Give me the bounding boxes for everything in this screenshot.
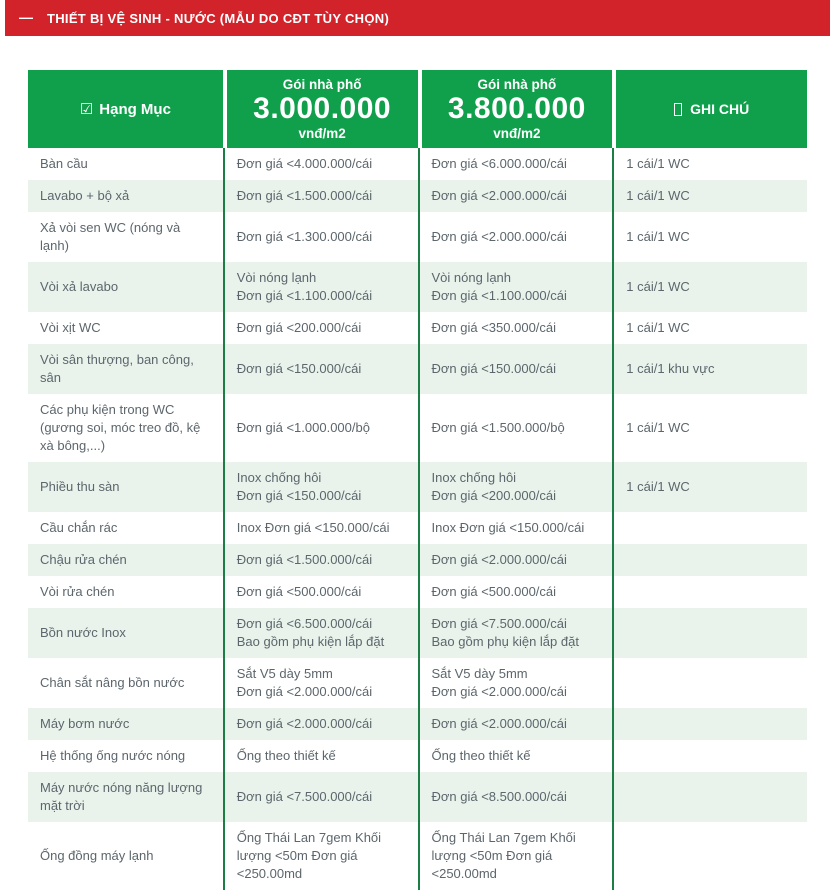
note-cell [612, 608, 807, 658]
pkg2-cell [418, 344, 613, 394]
pkg2-cell [418, 772, 613, 822]
note-cell [612, 822, 807, 890]
pkg2-cell-text: Đơn giá <150.000/cái [431, 361, 557, 376]
note-cell-text: 1 cái/1 WC [626, 156, 690, 171]
note-cell [612, 658, 807, 708]
item-cell-text: Bàn cầu [40, 156, 88, 171]
item-cell-text: Vòi xả lavabo [40, 279, 119, 294]
table-row [28, 312, 807, 344]
pkg1-cell-text: Đơn giá <500.000/cái [236, 584, 362, 599]
item-cell [28, 708, 223, 740]
pkg1-cell [223, 262, 418, 312]
pkg1-cell-text: Đơn giá <150.000/cái [236, 488, 362, 503]
note-cell [612, 462, 807, 512]
pkg2-cell [418, 180, 613, 212]
pkg1-cell-text: Đơn giá <2.000.000/cái [236, 716, 373, 731]
package-1-price: 3.000.000 [253, 92, 392, 125]
note-cell-text: 1 cái/1 khu vực [626, 361, 715, 376]
table-row [28, 576, 807, 608]
note-cell [612, 576, 807, 608]
item-cell [28, 576, 223, 608]
item-cell [28, 658, 223, 708]
item-cell [28, 512, 223, 544]
pkg1-cell [223, 312, 418, 344]
pkg2-cell-text: Ống theo thiết kế [431, 748, 531, 763]
pkg2-cell-text: Inox Đơn giá <150.000/cái [431, 520, 585, 535]
pkg2-cell-text: Đơn giá <2.000.000/cái [431, 229, 567, 244]
package-1-title: Gói nhà phố [282, 77, 362, 92]
pkg2-cell-text: Đơn giá <6.000.000/cái [431, 156, 567, 171]
note-cell-text: 1 cái/1 WC [626, 420, 690, 435]
table-row [28, 658, 807, 708]
pkg1-cell-text: Đơn giá <1.500.000/cái [236, 552, 373, 567]
pkg1-cell-text: Ống Thái Lan 7gem Khối lượng <50m Đơn giá <250.00md [236, 830, 382, 881]
item-cell-text: Vòi sân thượng, ban công, sân [40, 352, 194, 385]
table-row [28, 772, 807, 822]
pkg2-cell-text: Sắt V5 dày 5mm [431, 666, 528, 681]
note-cell [612, 544, 807, 576]
checkbox-checked-icon: ☑ [79, 100, 94, 118]
note-cell [612, 262, 807, 312]
pkg1-cell-text: Vòi nóng lạnh [236, 270, 317, 285]
pkg1-cell-text: Đơn giá <1.000.000/bộ [236, 420, 370, 435]
pkg2-cell-text: Đơn giá <350.000/cái [431, 320, 557, 335]
item-cell [28, 312, 223, 344]
note-cell [612, 394, 807, 462]
table-row [28, 608, 807, 658]
pkg1-cell [223, 462, 418, 512]
pkg2-cell-text: Đơn giá <2.000.000/cái [431, 716, 567, 731]
pkg1-cell-text: Đơn giá <1.500.000/cái [236, 188, 373, 203]
package-2-title: Gói nhà phố [477, 77, 557, 92]
note-cell-text: 1 cái/1 WC [626, 479, 690, 494]
item-cell [28, 822, 223, 890]
pkg1-cell [223, 544, 418, 576]
item-cell [28, 180, 223, 212]
item-cell-text: Bồn nước Inox [40, 625, 126, 640]
pkg1-cell-text: Đơn giá <150.000/cái [236, 361, 362, 376]
pkg1-cell-text: Đơn giá <2.000.000/cái [236, 684, 373, 699]
item-cell [28, 740, 223, 772]
table-row [28, 462, 807, 512]
item-cell [28, 394, 223, 462]
pkg1-cell [223, 512, 418, 544]
pkg2-cell [418, 312, 613, 344]
pkg1-cell [223, 822, 418, 890]
package-1-unit: vnđ/m2 [298, 126, 346, 141]
item-cell-text: Các phụ kiện trong WC (gương soi, móc treo đồ, kệ xà bông,...) [40, 402, 201, 453]
pkg1-cell [223, 394, 418, 462]
note-cell-text: 1 cái/1 WC [626, 279, 690, 294]
pkg1-cell [223, 180, 418, 212]
pkg1-cell [223, 658, 418, 708]
item-cell [28, 608, 223, 658]
item-cell-text: Ống đồng máy lạnh [40, 848, 154, 863]
pkg1-cell-text: Ống theo thiết kế [236, 748, 336, 763]
table-row [28, 708, 807, 740]
note-cell [612, 740, 807, 772]
item-cell-text: Xả vòi sen WC (nóng và lạnh) [40, 220, 181, 253]
pkg1-cell [223, 212, 418, 262]
item-cell [28, 148, 223, 180]
pkg1-cell-text: Đơn giá <6.500.000/cái [236, 616, 373, 631]
item-cell-text: Lavabo + bộ xả [40, 188, 130, 203]
note-cell [612, 512, 807, 544]
table-body [28, 148, 807, 890]
note-cell [612, 312, 807, 344]
header-cell-notes [612, 70, 807, 148]
item-cell-text: Máy bơm nước [40, 716, 130, 731]
pkg2-cell-text: Đơn giá <1.100.000/cái [431, 288, 567, 303]
item-cell-text: Máy nước nóng năng lượng mặt trời [40, 780, 203, 813]
pkg2-cell [418, 394, 613, 462]
pkg2-cell [418, 740, 613, 772]
pkg2-cell [418, 658, 613, 708]
pkg1-cell [223, 148, 418, 180]
item-cell [28, 212, 223, 262]
pkg2-cell [418, 462, 613, 512]
section-header-bar[interactable] [5, 0, 830, 36]
pkg2-cell [418, 212, 613, 262]
table-row [28, 212, 807, 262]
pkg1-cell-text: Bao gồm phụ kiện lắp đặt [236, 634, 385, 649]
item-cell [28, 772, 223, 822]
pkg2-cell [418, 512, 613, 544]
package-2-unit: vnđ/m2 [493, 126, 541, 141]
pkg2-cell [418, 708, 613, 740]
table-row [28, 148, 807, 180]
pkg1-cell [223, 708, 418, 740]
pkg1-cell-text: Đơn giá <4.000.000/cái [236, 156, 373, 171]
table-row [28, 394, 807, 462]
pkg2-cell-text: Ống Thái Lan 7gem Khối lượng <50m Đơn giá <250.00md [431, 830, 576, 881]
pkg2-cell [418, 148, 613, 180]
pkg1-cell [223, 772, 418, 822]
table-row [28, 740, 807, 772]
note-cell-text: 1 cái/1 WC [626, 229, 690, 244]
header-cell-items [28, 70, 223, 148]
note-cell [612, 180, 807, 212]
pkg2-cell-text: Đơn giá <7.500.000/cái [431, 616, 567, 631]
item-cell-text: Chậu rửa chén [40, 552, 127, 567]
pkg1-cell-text: Inox Đơn giá <150.000/cái [236, 520, 390, 535]
pkg2-cell-text: Đơn giá <8.500.000/cái [431, 789, 567, 804]
note-cell [612, 772, 807, 822]
item-cell-text: Vòi rửa chén [40, 584, 115, 599]
table-row [28, 822, 807, 890]
table-row [28, 512, 807, 544]
pkg1-cell [223, 576, 418, 608]
pkg2-cell-text: Inox chống hôi [431, 470, 517, 485]
pkg2-cell-text: Đơn giá <2.000.000/cái [431, 188, 567, 203]
pkg1-cell [223, 344, 418, 394]
item-cell-text: Phiều thu sàn [40, 479, 120, 494]
pkg1-cell [223, 740, 418, 772]
header-cell-package-3000000 [223, 70, 418, 148]
pkg2-cell [418, 822, 613, 890]
table-row [28, 544, 807, 576]
note-cell [612, 212, 807, 262]
pkg1-cell-text: Đơn giá <1.300.000/cái [236, 229, 373, 244]
pkg1-cell-text: Đơn giá <7.500.000/cái [236, 789, 373, 804]
item-cell [28, 344, 223, 394]
package-2-price: 3.800.000 [447, 92, 586, 125]
header-cell-package-3800000 [418, 70, 613, 148]
item-cell [28, 544, 223, 576]
pkg1-cell [223, 608, 418, 658]
note-cell [612, 708, 807, 740]
table-row [28, 180, 807, 212]
table-row [28, 344, 807, 394]
note-cell [612, 148, 807, 180]
header-notes-label: GHI CHÚ [690, 101, 750, 117]
header-items-label: Hạng Mục [99, 100, 171, 118]
section-title: THIẾT BỊ VỆ SINH - NƯỚC (MẪU DO CĐT TÙY CHỌN) [47, 10, 390, 26]
pricing-table [28, 70, 807, 890]
pkg1-cell-text: Đơn giá <200.000/cái [236, 320, 362, 335]
item-cell [28, 262, 223, 312]
item-cell-text: Chân sắt nâng bồn nước [40, 675, 185, 690]
pkg2-cell-text: Đơn giá <2.000.000/cái [431, 552, 567, 567]
note-cell [612, 344, 807, 394]
pkg2-cell-text: Bao gồm phụ kiện lắp đặt [431, 634, 579, 649]
item-cell-text: Cầu chắn rác [40, 520, 118, 535]
collapse-icon[interactable]: — [19, 9, 33, 25]
pkg2-cell-text: Vòi nóng lạnh [431, 270, 512, 285]
item-cell-text: Vòi xịt WC [40, 320, 101, 335]
pkg2-cell [418, 544, 613, 576]
pkg2-cell-text: Đơn giá <500.000/cái [431, 584, 557, 599]
note-cell-text: 1 cái/1 WC [626, 320, 690, 335]
pkg2-cell [418, 608, 613, 658]
pkg1-cell-text: Đơn giá <1.100.000/cái [236, 288, 373, 303]
pkg2-cell-text: Đơn giá <1.500.000/bộ [431, 420, 565, 435]
item-cell [28, 462, 223, 512]
pkg2-cell [418, 262, 613, 312]
pkg2-cell-text: Đơn giá <200.000/cái [431, 488, 557, 503]
note-cell-text: 1 cái/1 WC [626, 188, 690, 203]
missing-glyph-icon [674, 103, 682, 116]
item-cell-text: Hệ thống ống nước nóng [40, 748, 186, 763]
pkg2-cell-text: Đơn giá <2.000.000/cái [431, 684, 567, 699]
pkg2-cell [418, 576, 613, 608]
table-row [28, 262, 807, 312]
pkg1-cell-text: Sắt V5 dày 5mm [236, 666, 333, 681]
pkg1-cell-text: Inox chống hôi [236, 470, 322, 485]
table-header-row [28, 70, 807, 148]
